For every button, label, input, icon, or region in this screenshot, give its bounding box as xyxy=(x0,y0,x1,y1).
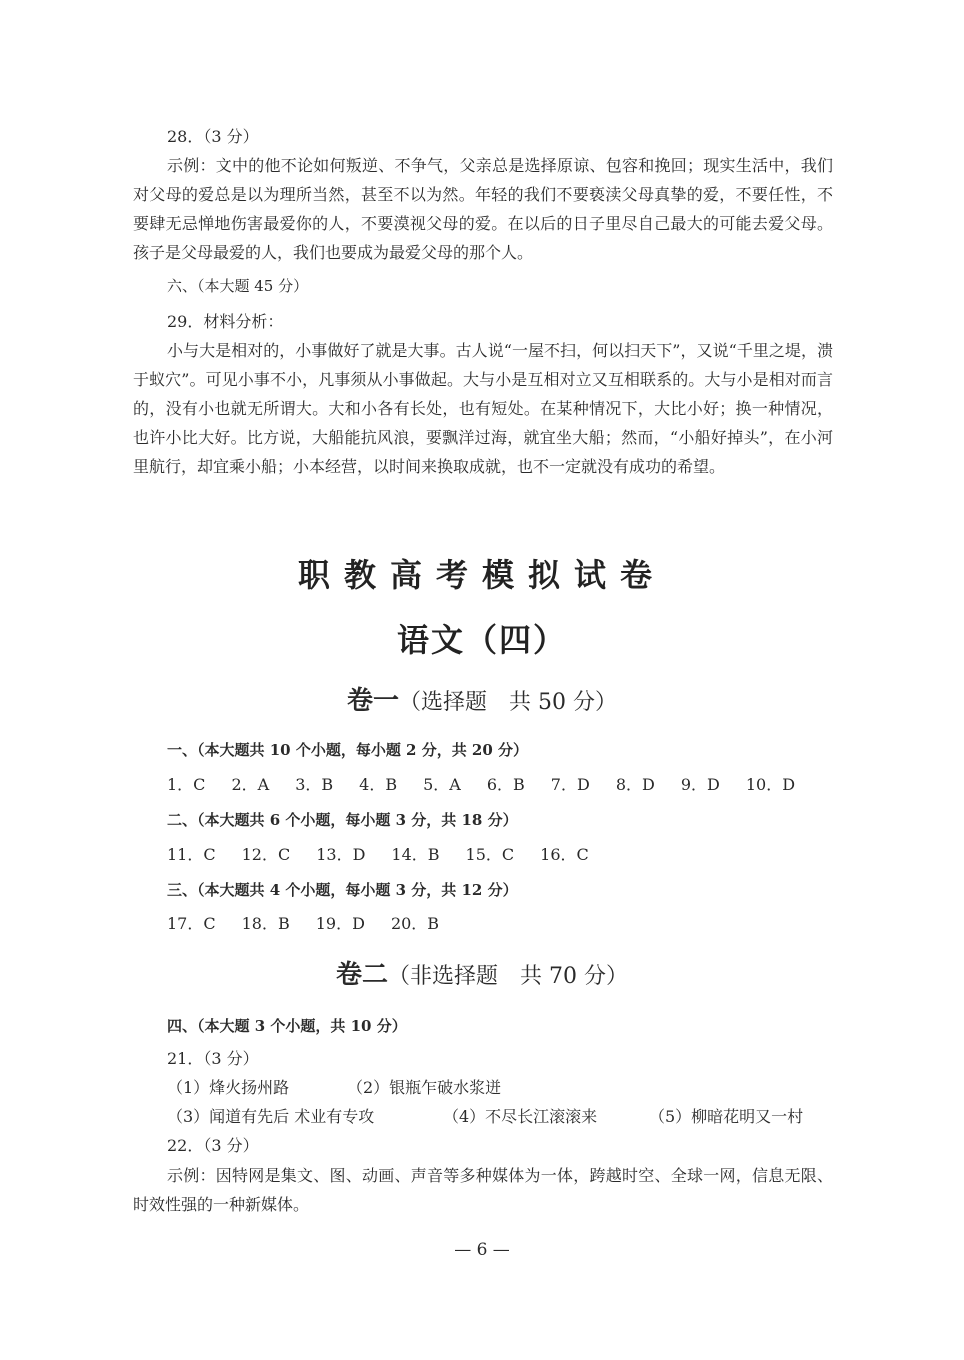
q21-heading: 21．（3 分） xyxy=(167,1049,259,1068)
answer-item: 6．B xyxy=(486,775,525,794)
q21-answer: （4）不尽长江滚滚来 xyxy=(443,1107,598,1126)
sub-title: 语文（四） xyxy=(396,621,567,659)
section-2-heading: 二、（本大题共 6 个小题，每小题 3 分，共 18 分） xyxy=(167,811,518,829)
q21-answers-row1 xyxy=(167,1076,501,1100)
section-3-answers xyxy=(167,912,465,936)
section-1-heading: 一、（本大题共 10 个小题，每小题 2 分，共 20 分） xyxy=(167,741,529,759)
answer-item: 15．C xyxy=(465,845,515,864)
section-4 xyxy=(133,1013,833,1039)
q28-block xyxy=(133,122,833,267)
q21-answers-row2 xyxy=(167,1105,803,1129)
answer-item: 13．D xyxy=(316,845,366,864)
answer-item: 14．B xyxy=(391,845,440,864)
section-3 xyxy=(133,877,833,903)
answer-item: 16．C xyxy=(540,845,589,864)
answer-item: 10．D xyxy=(745,775,796,794)
answer-item: 20．B xyxy=(390,914,440,933)
answer-item: 19．D xyxy=(315,914,365,933)
q21-answer: （1）烽火扬州路 xyxy=(167,1078,290,1097)
section-1 xyxy=(133,737,833,763)
q21-answer: （2）银瓶乍破水浆迸 xyxy=(347,1078,502,1097)
page-number: — 6 — xyxy=(454,1240,510,1260)
answer-item: 2．A xyxy=(231,775,270,794)
q29-heading: 29．材料分析： xyxy=(167,312,284,331)
answer-item: 4．B xyxy=(359,775,398,794)
part2-title-main: 卷二 xyxy=(336,960,389,990)
q21-answer: （5）柳暗花明又一村 xyxy=(649,1107,804,1126)
answer-item: 17．C xyxy=(167,914,216,933)
section-6 xyxy=(133,273,833,299)
section-4-heading: 四、（本大题 3 个小题，共 10 分） xyxy=(167,1017,407,1035)
q28-answer: 示例：文中的他不论如何叛逆、不争气，父亲总是选择原谅、包容和挽回；现实生活中，我们对父母的爱总是以为理所当然，甚至不以为然。年轻的我们不要亵渎父母真挚的爱，不要任性，不要肆无忌惮地伤害最爱你的人，不要漠视父母的爱。在以后的日子里尽自己最大的可能去爱父母。孩子是父母最爱的人，我们也要成为最爱父母的那个人。 xyxy=(133,156,833,262)
section-1-answers xyxy=(167,773,821,797)
q22-answer: 示例：因特网是集文、图、动画、声音等多种媒体为一体，跨越时空、全球一网，信息无限、时效性强的一种新媒体。 xyxy=(133,1166,833,1214)
answer-item: 11．C xyxy=(167,845,216,864)
part2-title-detail: （非选择题 共 70 分） xyxy=(388,964,628,989)
answer-item: 12．C xyxy=(241,845,291,864)
part2-title xyxy=(0,954,964,991)
q21-answer: （3）闻道有先后 术业有专攻 xyxy=(167,1107,375,1126)
section-2-answers xyxy=(167,843,615,867)
q28-heading: 28．（3 分） xyxy=(167,127,259,146)
q29-block xyxy=(133,307,833,481)
q22-block xyxy=(133,1161,833,1219)
answer-item: 7．D xyxy=(550,775,590,794)
section-3-heading: 三、（本大题共 4 个小题，每小题 3 分，共 12 分） xyxy=(167,881,518,899)
q22-heading: 22．（3 分） xyxy=(167,1136,259,1155)
section-6-heading: 六、（本大题 45 分） xyxy=(167,277,309,295)
main-title: 职教高考模拟试卷 xyxy=(297,556,666,594)
answer-item: 9．D xyxy=(680,775,720,794)
answer-item: 18．B xyxy=(241,914,290,933)
answer-item: 5．A xyxy=(423,775,461,794)
answer-item: 8．D xyxy=(615,775,655,794)
answer-item: 1．C xyxy=(167,775,206,794)
section-2 xyxy=(133,807,833,833)
part1-title xyxy=(0,680,964,717)
q29-answer: 小与大是相对的，小事做好了就是大事。古人说“一屋不扫，何以扫天下”，又说“千里之堤，溃于蚁穴”。可见小事不小，凡事须从小事做起。大与小是互相对立又互相联系的。大与小是相对而言的，没有小也就无所谓大。大和小各有长处，也有短处。在某种情况下，大比小好；换一种情况，也许小比大好。比方说，大船能抗风浪，要飘洋过海，就宜坐大船；然而，“小船好掉头”，在小河里航行，却宜乘小船；小本经营，以时间来换取成就，也不一定就没有成功的希望。 xyxy=(133,341,833,476)
part1-title-main: 卷一 xyxy=(347,686,400,716)
answer-item: 3．B xyxy=(295,775,334,794)
part1-title-detail: （选择题 共 50 分） xyxy=(399,690,617,715)
